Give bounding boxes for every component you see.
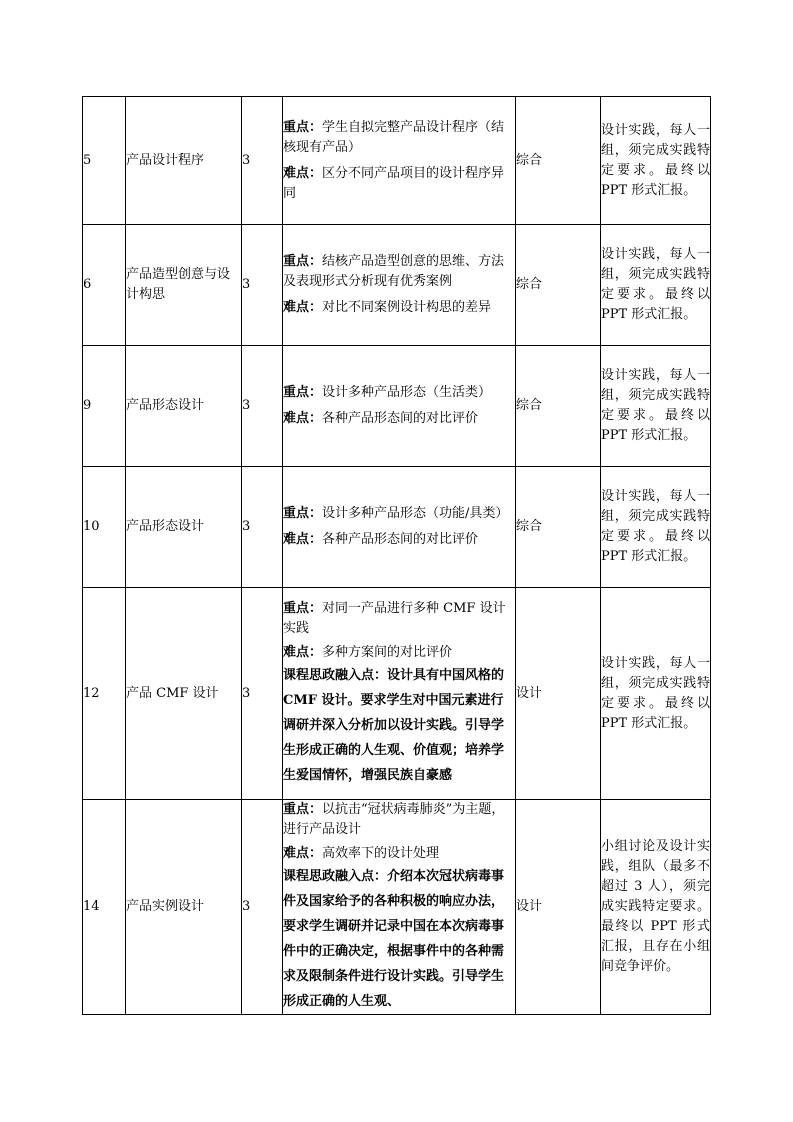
difficult-text: 各种产品形态间的对比评价 — [322, 532, 479, 547]
lesson-number: 12 — [83, 588, 126, 800]
ideological-text: 设计具有中国风格的 CMF 设计。要求学生对中国元素进行调研并深入分析加以设计实践。引导学生形成正确的人生观、价值观；培养学生爱国情怀，增强民族自豪感 — [283, 668, 505, 783]
lesson-hours: 3 — [242, 97, 283, 225]
table-row — [83, 225, 711, 346]
lesson-type: 综合 — [516, 467, 601, 588]
difficult-label: 难点 — [283, 411, 310, 426]
lesson-requirement: 设计实践，每人一组，须完成实践特定要求。最终以 PPT 形式汇报。 — [601, 225, 711, 346]
key-label: 重点 — [283, 802, 310, 817]
key-text: 设计多种产品形态（生活类） — [322, 385, 492, 400]
key-point: 重点：设计多种产品形态（功能/具类） — [283, 506, 509, 521]
course-schedule-table — [82, 96, 711, 1015]
lesson-hours: 3 — [242, 225, 283, 346]
difficult-text: 区分不同产品项目的设计程序异同 — [283, 165, 505, 201]
lesson-hours: 3 — [242, 800, 283, 1015]
lesson-number: 9 — [83, 346, 126, 467]
key-text: 设计多种产品形态（功能/具类） — [322, 506, 509, 521]
lesson-number: 14 — [83, 800, 126, 1015]
difficult-label: 难点 — [283, 532, 310, 547]
table-row — [83, 346, 711, 467]
lesson-requirement: 小组讨论及设计实践，组队（最多不超过 3 人），须完成实践特定要求。最终以 PPT 形式汇报，且存在小组间竞争评价。 — [601, 800, 711, 1015]
ideological-point: 课程思政融入点：设计具有中国风格的 CMF 设计。要求学生对中国元素进行调研并深入分析加以设计实践。引导学生形成正确的人生观、价值观；培养学生爱国情怀，增强民族自豪感 — [283, 668, 505, 783]
lesson-hours: 3 — [242, 588, 283, 800]
difficult-text: 高效率下的设计处理 — [322, 846, 440, 861]
difficult-text: 各种产品形态间的对比评价 — [322, 411, 479, 426]
lesson-content — [283, 97, 516, 225]
key-text: 以抗击“冠状病毒肺炎”为主题，进行产品设计 — [283, 802, 505, 837]
lesson-content — [283, 346, 516, 467]
key-point: 重点：对同一产品进行多种 CMF 设计实践 — [283, 601, 506, 636]
difficult-point: 难点：区分不同产品项目的设计程序异同 — [283, 165, 505, 201]
table-row — [83, 588, 711, 800]
key-label: 重点 — [283, 254, 310, 269]
difficult-label: 难点 — [283, 645, 310, 660]
lesson-type: 综合 — [516, 225, 601, 346]
lesson-name: 产品实例设计 — [126, 800, 242, 1015]
lesson-type: 设计 — [516, 800, 601, 1015]
lesson-content — [283, 588, 516, 800]
key-label: 重点 — [283, 119, 310, 135]
ideological-label: 课程思政融入点 — [283, 668, 375, 683]
ideological-point: 课程思政融入点：介绍本次冠状病毒事件及国家给予的各种积极的响应办法，要求学生调研并记录中国在本次病毒事件中的正确决定，根据事件中的各种需求及限制条件进行设计实践。引导学生形成正确的人生观、 — [283, 869, 505, 1009]
lesson-content — [283, 800, 516, 1015]
lesson-number: 10 — [83, 467, 126, 588]
table-row — [83, 97, 711, 225]
lesson-name: 产品形态设计 — [126, 346, 242, 467]
lesson-type: 综合 — [516, 97, 601, 225]
difficult-text: 对比不同案例设计构思的差异 — [322, 300, 492, 315]
lesson-requirement: 设计实践，每人一组，须完成实践特定要求。最终以 PPT 形式汇报。 — [601, 346, 711, 467]
difficult-point: 难点：多种方案间的对比评价 — [283, 645, 453, 660]
lesson-name: 产品形态设计 — [126, 467, 242, 588]
lesson-name: 产品 CMF 设计 — [126, 588, 242, 800]
key-label: 重点 — [283, 601, 310, 616]
key-point: 重点：设计多种产品形态（生活类） — [283, 385, 492, 400]
key-text: 结核产品造型创意的思维、方法及表现形式分析现有优秀案例 — [283, 254, 505, 289]
ideological-label: 课程思政融入点 — [283, 869, 375, 884]
table-row — [83, 800, 711, 1015]
difficult-point: 难点：高效率下的设计处理 — [283, 846, 440, 861]
lesson-content — [283, 225, 516, 346]
lesson-hours: 3 — [242, 467, 283, 588]
difficult-label: 难点 — [283, 300, 310, 315]
key-point: 重点：结核产品造型创意的思维、方法及表现形式分析现有优秀案例 — [283, 254, 505, 289]
lesson-requirement: 设计实践，每人一组，须完成实践特定要求。最终以 PPT 形式汇报。 — [601, 588, 711, 800]
lesson-type: 设计 — [516, 588, 601, 800]
difficult-point: 难点：各种产品形态间的对比评价 — [283, 532, 479, 547]
key-text: 学生自拟完整产品设计程序（结核现有产品） — [283, 119, 505, 155]
key-point: 重点：以抗击“冠状病毒肺炎”为主题，进行产品设计 — [283, 802, 505, 837]
difficult-label: 难点 — [283, 165, 310, 181]
key-label: 重点 — [283, 385, 310, 400]
lesson-name: 产品造型创意与设计构思 — [126, 225, 242, 346]
key-text: 对同一产品进行多种 CMF 设计实践 — [283, 601, 506, 636]
lesson-requirement: 设计实践，每人一组，须完成实践特定要求。最终以 PPT 形式汇报。 — [601, 97, 711, 225]
difficult-text: 多种方案间的对比评价 — [322, 645, 453, 660]
difficult-point: 难点：各种产品形态间的对比评价 — [283, 411, 479, 426]
lesson-content — [283, 467, 516, 588]
lesson-number: 6 — [83, 225, 126, 346]
lesson-type: 综合 — [516, 346, 601, 467]
key-label: 重点 — [283, 506, 310, 521]
ideological-text: 介绍本次冠状病毒事件及国家给予的各种积极的响应办法，要求学生调研并记录中国在本次病毒事件中的正确决定，根据事件中的各种需求及限制条件进行设计实践。引导学生形成正确的人生观、 — [283, 869, 505, 1009]
key-point: 重点：学生自拟完整产品设计程序（结核现有产品） — [283, 119, 505, 155]
table-row — [83, 467, 711, 588]
difficult-point: 难点：对比不同案例设计构思的差异 — [283, 300, 492, 315]
lesson-hours: 3 — [242, 346, 283, 467]
difficult-label: 难点 — [283, 846, 310, 861]
lesson-requirement: 设计实践，每人一组，须完成实践特定要求。最终以 PPT 形式汇报。 — [601, 467, 711, 588]
lesson-name: 产品设计程序 — [126, 97, 242, 225]
lesson-number: 5 — [83, 97, 126, 225]
